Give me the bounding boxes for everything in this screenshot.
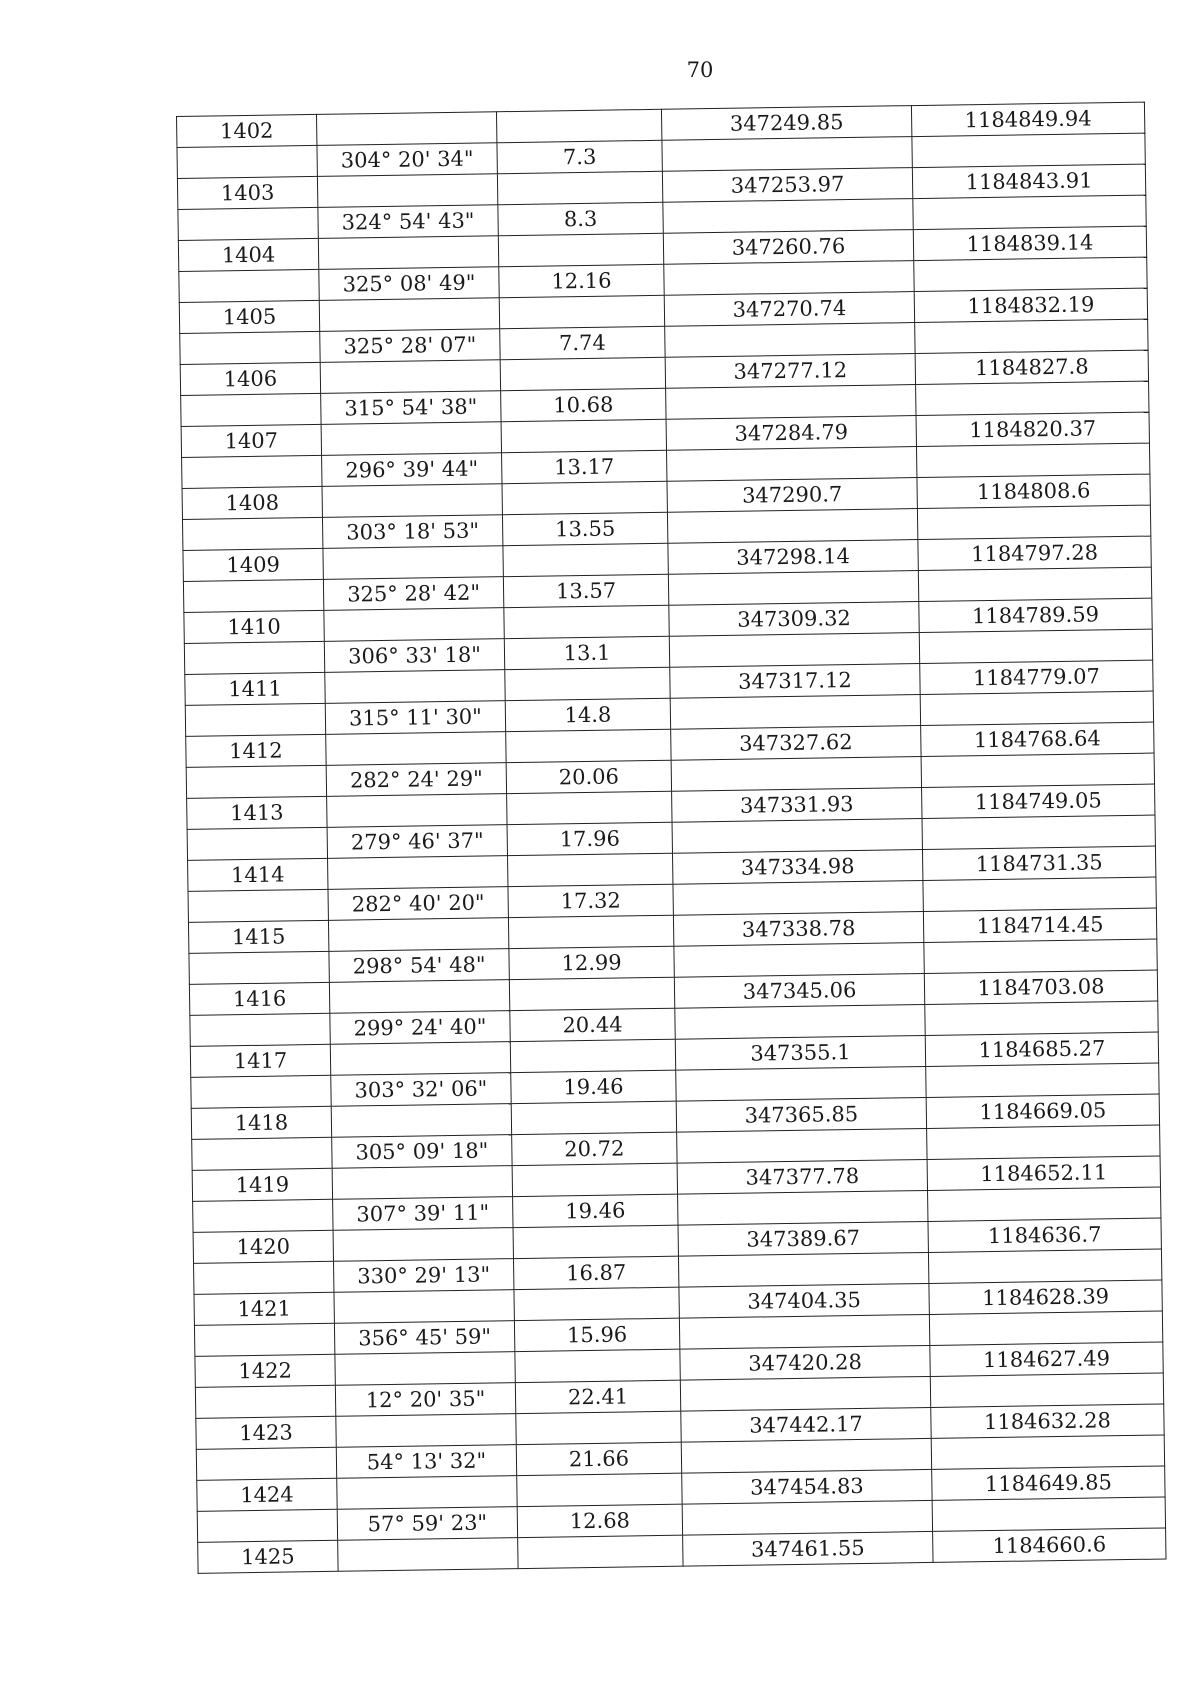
bearing-cell: 315° 54' 38" [321,391,501,425]
distance-cell [515,1349,680,1382]
point-id-cell: 1412 [186,734,326,767]
bearing-cell [318,236,498,270]
bearing-cell [333,1228,513,1262]
easting-cell [663,199,913,234]
easting-cell [677,1128,927,1163]
northing-cell [927,1125,1160,1159]
bearing-cell: 307° 39' 11" [333,1197,513,1231]
bearing-cell: 57° 59' 23" [337,1507,517,1541]
distance-cell: 7.3 [497,140,662,173]
bearing-cell: 282° 40' 20" [328,887,508,921]
point-id-cell [194,1323,334,1356]
northing-cell [921,753,1154,787]
northing-cell [925,1001,1158,1035]
easting-cell: 347284.79 [666,416,916,451]
point-id-cell [187,827,327,860]
bearing-cell [335,1352,515,1386]
distance-cell [517,1473,682,1506]
point-id-cell [188,889,328,922]
bearing-cell [336,1414,516,1448]
point-id-cell: 1424 [197,1478,337,1511]
distance-cell: 12.68 [517,1504,682,1537]
bearing-cell: 303° 32' 06" [331,1073,511,1107]
easting-cell [681,1438,931,1473]
point-id-cell [181,393,321,426]
distance-cell: 16.87 [513,1256,678,1289]
northing-cell: 1184632.28 [931,1404,1164,1438]
point-id-cell: 1417 [190,1044,330,1077]
northing-cell: 1184714.45 [923,908,1156,942]
northing-cell: 1184827.8 [915,350,1148,384]
northing-cell: 1184636.7 [928,1218,1161,1252]
northing-cell [923,877,1156,911]
distance-cell: 13.55 [502,512,667,545]
bearing-cell [319,298,499,332]
easting-cell [676,1066,926,1101]
northing-cell: 1184779.07 [920,660,1153,694]
northing-cell: 1184703.08 [924,970,1157,1004]
northing-cell [919,629,1152,663]
point-id-cell: 1422 [195,1354,335,1387]
easting-cell [665,323,915,358]
distance-cell: 21.66 [516,1442,681,1475]
bearing-cell: 305° 09' 18" [332,1135,512,1169]
easting-cell: 347442.17 [681,1407,931,1442]
northing-cell [928,1187,1161,1221]
point-id-cell: 1403 [177,176,317,209]
bearing-cell [330,1042,510,1076]
point-id-cell: 1402 [177,114,317,147]
point-id-cell [183,579,323,612]
easting-cell [675,1004,925,1039]
bearing-cell: 12° 20' 35" [335,1383,515,1417]
easting-cell [670,695,920,730]
northing-cell: 1184768.64 [921,722,1154,756]
distance-cell [509,977,674,1010]
northing-cell: 1184797.28 [918,536,1151,570]
distance-cell: 10.68 [501,388,666,421]
distance-cell [514,1287,679,1320]
bearing-cell [329,980,509,1014]
northing-cell [914,257,1147,291]
distance-cell [505,667,670,700]
northing-cell [922,815,1155,849]
bearing-cell [316,112,496,146]
point-id-cell: 1411 [185,672,325,705]
northing-cell [929,1311,1162,1345]
distance-cell: 17.32 [508,884,673,917]
point-id-cell [184,641,324,674]
bearing-cell [321,422,501,456]
survey-coordinates-table [176,102,1167,1574]
easting-cell: 347253.97 [662,168,912,203]
bearing-cell [327,794,507,828]
bearing-cell [320,360,500,394]
bearing-cell [317,174,497,208]
point-id-cell: 1413 [187,796,327,829]
distance-cell: 12.16 [499,264,664,297]
point-id-cell [177,145,317,178]
distance-cell [500,357,665,390]
easting-cell: 347389.67 [678,1221,928,1256]
bearing-cell [337,1476,517,1510]
bearing-cell [334,1290,514,1324]
easting-cell [674,942,924,977]
distance-cell [518,1535,683,1568]
point-id-cell [195,1385,335,1418]
distance-cell: 13.17 [502,450,667,483]
northing-cell [918,567,1151,601]
easting-cell [669,633,919,668]
table-body [177,102,1167,1573]
point-id-cell: 1415 [188,920,328,953]
distance-cell: 7.74 [500,326,665,359]
northing-cell [932,1497,1165,1531]
distance-cell [499,295,664,328]
bearing-cell: 279° 46' 37" [327,825,507,859]
easting-cell: 347365.85 [676,1097,926,1132]
distance-cell: 8.3 [498,202,663,235]
northing-cell: 1184660.6 [933,1528,1166,1562]
distance-cell [511,1101,676,1134]
bearing-cell: 325° 08' 49" [319,267,499,301]
bearing-cell: 304° 20' 34" [317,143,497,177]
distance-cell: 20.06 [506,760,671,793]
bearing-cell: 54° 13' 32" [336,1445,516,1479]
point-id-cell: 1407 [181,424,321,457]
easting-cell [671,757,921,792]
northing-cell: 1184669.05 [926,1094,1159,1128]
easting-cell: 347270.74 [664,292,914,327]
distance-cell [508,915,673,948]
point-id-cell [191,1075,331,1108]
distance-cell: 20.44 [510,1008,675,1041]
easting-cell [667,509,917,544]
point-id-cell [182,455,322,488]
northing-cell [920,691,1153,725]
bearing-cell: 330° 29' 13" [334,1259,514,1293]
easting-cell [662,137,912,172]
bearing-cell: 296° 39' 44" [322,453,502,487]
bearing-cell [322,484,502,518]
distance-cell: 12.99 [509,946,674,979]
point-id-cell: 1408 [182,486,322,519]
easting-cell: 347309.32 [669,602,919,637]
bearing-cell [338,1538,518,1572]
northing-cell: 1184731.35 [922,846,1155,880]
easting-cell [672,819,922,854]
easting-cell [668,571,918,606]
distance-cell: 15.96 [514,1318,679,1351]
easting-cell: 347249.85 [661,106,911,141]
bearing-cell: 306° 33' 18" [324,639,504,673]
easting-cell [678,1190,928,1225]
northing-cell: 1184808.6 [917,474,1150,508]
distance-cell: 17.96 [507,822,672,855]
easting-cell [666,385,916,420]
easting-cell: 347338.78 [673,912,923,947]
easting-cell: 347317.12 [670,664,920,699]
northing-cell [926,1063,1159,1097]
northing-cell: 1184628.39 [929,1280,1162,1314]
easting-cell: 347277.12 [665,354,915,389]
point-id-cell: 1416 [189,982,329,1015]
point-id-cell [193,1199,333,1232]
bearing-cell [323,546,503,580]
point-id-cell [189,951,329,984]
distance-cell: 19.46 [513,1194,678,1227]
point-id-cell [196,1447,336,1480]
northing-cell: 1184832.19 [914,288,1147,322]
point-id-cell: 1406 [180,362,320,395]
northing-cell [916,381,1149,415]
northing-cell [930,1373,1163,1407]
distance-cell [497,171,662,204]
bearing-cell [325,670,505,704]
bearing-cell: 324° 54' 43" [318,205,498,239]
bearing-cell: 325° 28' 07" [320,329,500,363]
point-id-cell: 1414 [188,858,328,891]
northing-cell: 1184789.59 [919,598,1152,632]
distance-cell [496,109,661,142]
distance-cell: 13.57 [503,574,668,607]
point-id-cell: 1418 [191,1106,331,1139]
bearing-cell: 299° 24' 40" [330,1011,510,1045]
northing-cell [928,1249,1161,1283]
point-id-cell [192,1137,332,1170]
distance-cell [512,1163,677,1196]
easting-cell [679,1314,929,1349]
northing-cell [915,319,1148,353]
easting-cell [667,447,917,482]
northing-cell [917,505,1150,539]
bearing-cell: 298° 54' 48" [329,949,509,983]
northing-cell: 1184839.14 [913,226,1146,260]
distance-cell [502,481,667,514]
point-id-cell: 1425 [198,1540,338,1573]
point-id-cell [178,207,318,240]
distance-cell: 19.46 [511,1070,676,1103]
point-id-cell: 1405 [179,300,319,333]
distance-cell: 20.72 [512,1132,677,1165]
easting-cell [664,261,914,296]
distance-cell [507,791,672,824]
point-id-cell [185,703,325,736]
point-id-cell: 1404 [178,238,318,271]
easting-cell: 347331.93 [672,788,922,823]
point-id-cell: 1409 [183,548,323,581]
northing-cell: 1184627.49 [930,1342,1163,1376]
northing-cell: 1184749.05 [922,784,1155,818]
easting-cell: 347345.06 [674,973,924,1008]
northing-cell [924,939,1157,973]
bearing-cell: 315° 11' 30" [325,701,505,735]
distance-cell [501,419,666,452]
point-id-cell [182,517,322,550]
northing-cell: 1184820.37 [916,412,1149,446]
point-id-cell: 1421 [194,1292,334,1325]
bearing-cell [328,856,508,890]
distance-cell [510,1039,675,1072]
point-id-cell [197,1509,337,1542]
bearing-cell [326,732,506,766]
easting-cell: 347377.78 [677,1159,927,1194]
easting-cell: 347327.62 [671,726,921,761]
distance-cell [498,233,663,266]
easting-cell: 347404.35 [679,1283,929,1318]
bearing-cell: 325° 28' 42" [323,577,503,611]
easting-cell: 347461.55 [683,1531,933,1566]
distance-cell: 13.1 [504,636,669,669]
point-id-cell [179,269,319,302]
northing-cell [913,195,1146,229]
distance-cell [508,853,673,886]
bearing-cell: 303° 18' 53" [322,515,502,549]
bearing-cell: 356° 45' 59" [334,1321,514,1355]
distance-cell [503,543,668,576]
point-id-cell [186,765,326,798]
easting-cell: 347298.14 [668,540,918,575]
point-id-cell: 1419 [192,1168,332,1201]
distance-cell: 14.8 [505,698,670,731]
bearing-cell: 282° 24' 29" [326,763,506,797]
easting-cell: 347290.7 [667,478,917,513]
northing-cell: 1184685.27 [925,1032,1158,1066]
northing-cell [916,443,1149,477]
bearing-cell [331,1104,511,1138]
easting-cell [678,1252,928,1287]
northing-cell: 1184649.85 [932,1466,1165,1500]
bearing-cell [328,918,508,952]
distance-cell [513,1225,678,1258]
easting-cell: 347260.76 [663,230,913,265]
bearing-cell [324,608,504,642]
distance-cell [504,605,669,638]
northing-cell [931,1435,1164,1469]
northing-cell [912,133,1145,167]
easting-cell: 347454.83 [682,1469,932,1504]
easting-cell [680,1376,930,1411]
distance-cell [516,1411,681,1444]
distance-cell: 22.41 [515,1380,680,1413]
point-id-cell: 1420 [193,1230,333,1263]
northing-cell: 1184652.11 [927,1156,1160,1190]
point-id-cell [180,331,320,364]
point-id-cell: 1410 [184,610,324,643]
distance-cell [506,729,671,762]
bearing-cell [332,1166,512,1200]
northing-cell: 1184843.91 [912,164,1145,198]
easting-cell [673,881,923,916]
easting-cell: 347355.1 [675,1035,925,1070]
northing-cell: 1184849.94 [911,102,1144,136]
point-id-cell: 1423 [196,1416,336,1449]
easting-cell [682,1500,932,1535]
easting-cell: 347420.28 [680,1345,930,1380]
point-id-cell [194,1261,334,1294]
page-number: 70 [686,58,714,82]
easting-cell: 347334.98 [672,850,922,885]
point-id-cell [190,1013,330,1046]
